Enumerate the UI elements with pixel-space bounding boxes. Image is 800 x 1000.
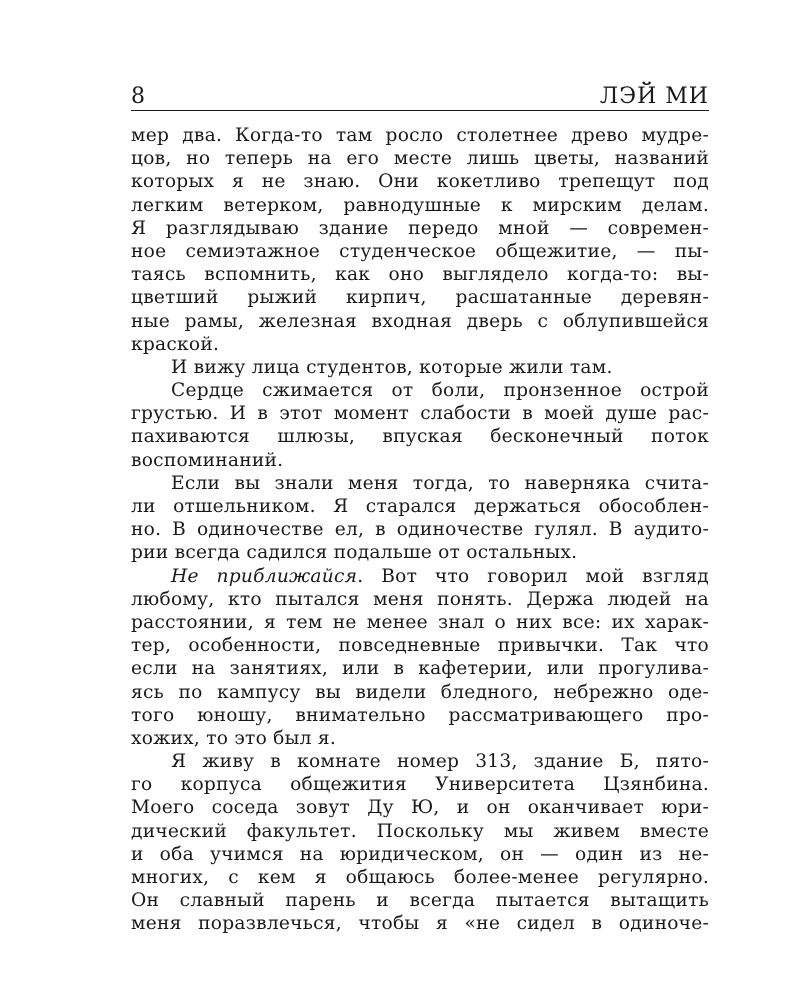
text-line: любому, кто пытался меня понять. Держа людей на [131,588,709,610]
text-line: таясь вспомнить, как оно выглядело когда-то: вы- [131,264,709,286]
text-line: ные рамы, железная входная дверь с облупившейся [131,310,709,332]
text-line: Моего соседа зовут Ду Ю, и он оканчивает юри- [131,797,709,819]
text-line: грустью. И в этот момент слабости в моей душе рас- [131,403,709,425]
text-line: Сердце сжимается от боли, пронзенное острой [171,380,709,402]
text-line: краской. [131,333,220,355]
text-line: которых я не знаю. Они кокетливо трепещут под [131,171,709,193]
text-line: ли отшельником. Я старался держаться обособлен- [131,496,709,517]
text-line: но. В одиночестве ел, в одиночестве гулял. В аудито- [131,519,709,541]
text-line: ясь по кампусу вы видели бледного, небрежно оде- [131,681,709,703]
text-line: меня поразвлечься, чтобы я «не сидел в одиноче- [131,913,709,935]
text-line: если на занятиях, или в кафетерии, или прогулива- [131,658,709,680]
text-line: цветший рыжий кирпич, расшатанные деревян- [131,287,709,309]
text-line: мер два. Когда-то там росло столетнее древо мудре- [131,125,709,146]
text-line: и оба учимся на юридическом, он — один из не- [131,843,709,865]
italic-phrase: Не приближайся [171,565,358,587]
text-line: ное семиэтажное студенческое общежитие, — пы- [131,240,709,262]
text-line: го корпуса общежития Университета Цзянбина. [131,774,709,796]
text-line: Я живу в комнате номер 313, здание Б, пято- [171,751,709,773]
text-line: того юношу, внимательно рассматривающего про- [131,704,709,726]
text-line-rest: . Вот что говорил мой взгляд [357,565,709,587]
text-line: дический факультет. Поскольку мы живем вместе [131,820,709,842]
body-text [131,124,709,936]
running-header [131,84,709,111]
text-line: расстоянии, я тем не менее знал о них все: их харак- [131,611,709,633]
text-line: И вижу лица студентов, которые жили там. [171,356,613,378]
text-line: воспоминаний. [131,449,284,471]
text-line: многих, с кем я общаюсь более-менее регулярно. [131,867,709,888]
text-line: Он славный парень и всегда пытается вытащить [131,890,709,912]
text-line: рии всегда садился подальше от остальных. [131,542,578,564]
text-line: Если вы знали меня тогда, то наверняка счита- [171,472,709,494]
text-line: цов, но теперь на его месте лишь цветы, названий [131,148,709,170]
text-line: легким ветерком, равнодушные к мирским делам. [131,194,709,216]
text-line: Я разглядываю здание передо мной — современ- [131,217,709,239]
page-number: 8 [131,84,145,109]
text-line: тер, особенности, повседневные привычки. Так что [131,635,709,657]
text-line: хожих, то это был я. [131,727,337,749]
running-title: ЛЭЙ МИ [599,84,709,109]
text-line: пахиваются шлюзы, впуская бесконечный поток [131,426,709,448]
book-page [131,84,709,936]
text-line [131,565,709,588]
